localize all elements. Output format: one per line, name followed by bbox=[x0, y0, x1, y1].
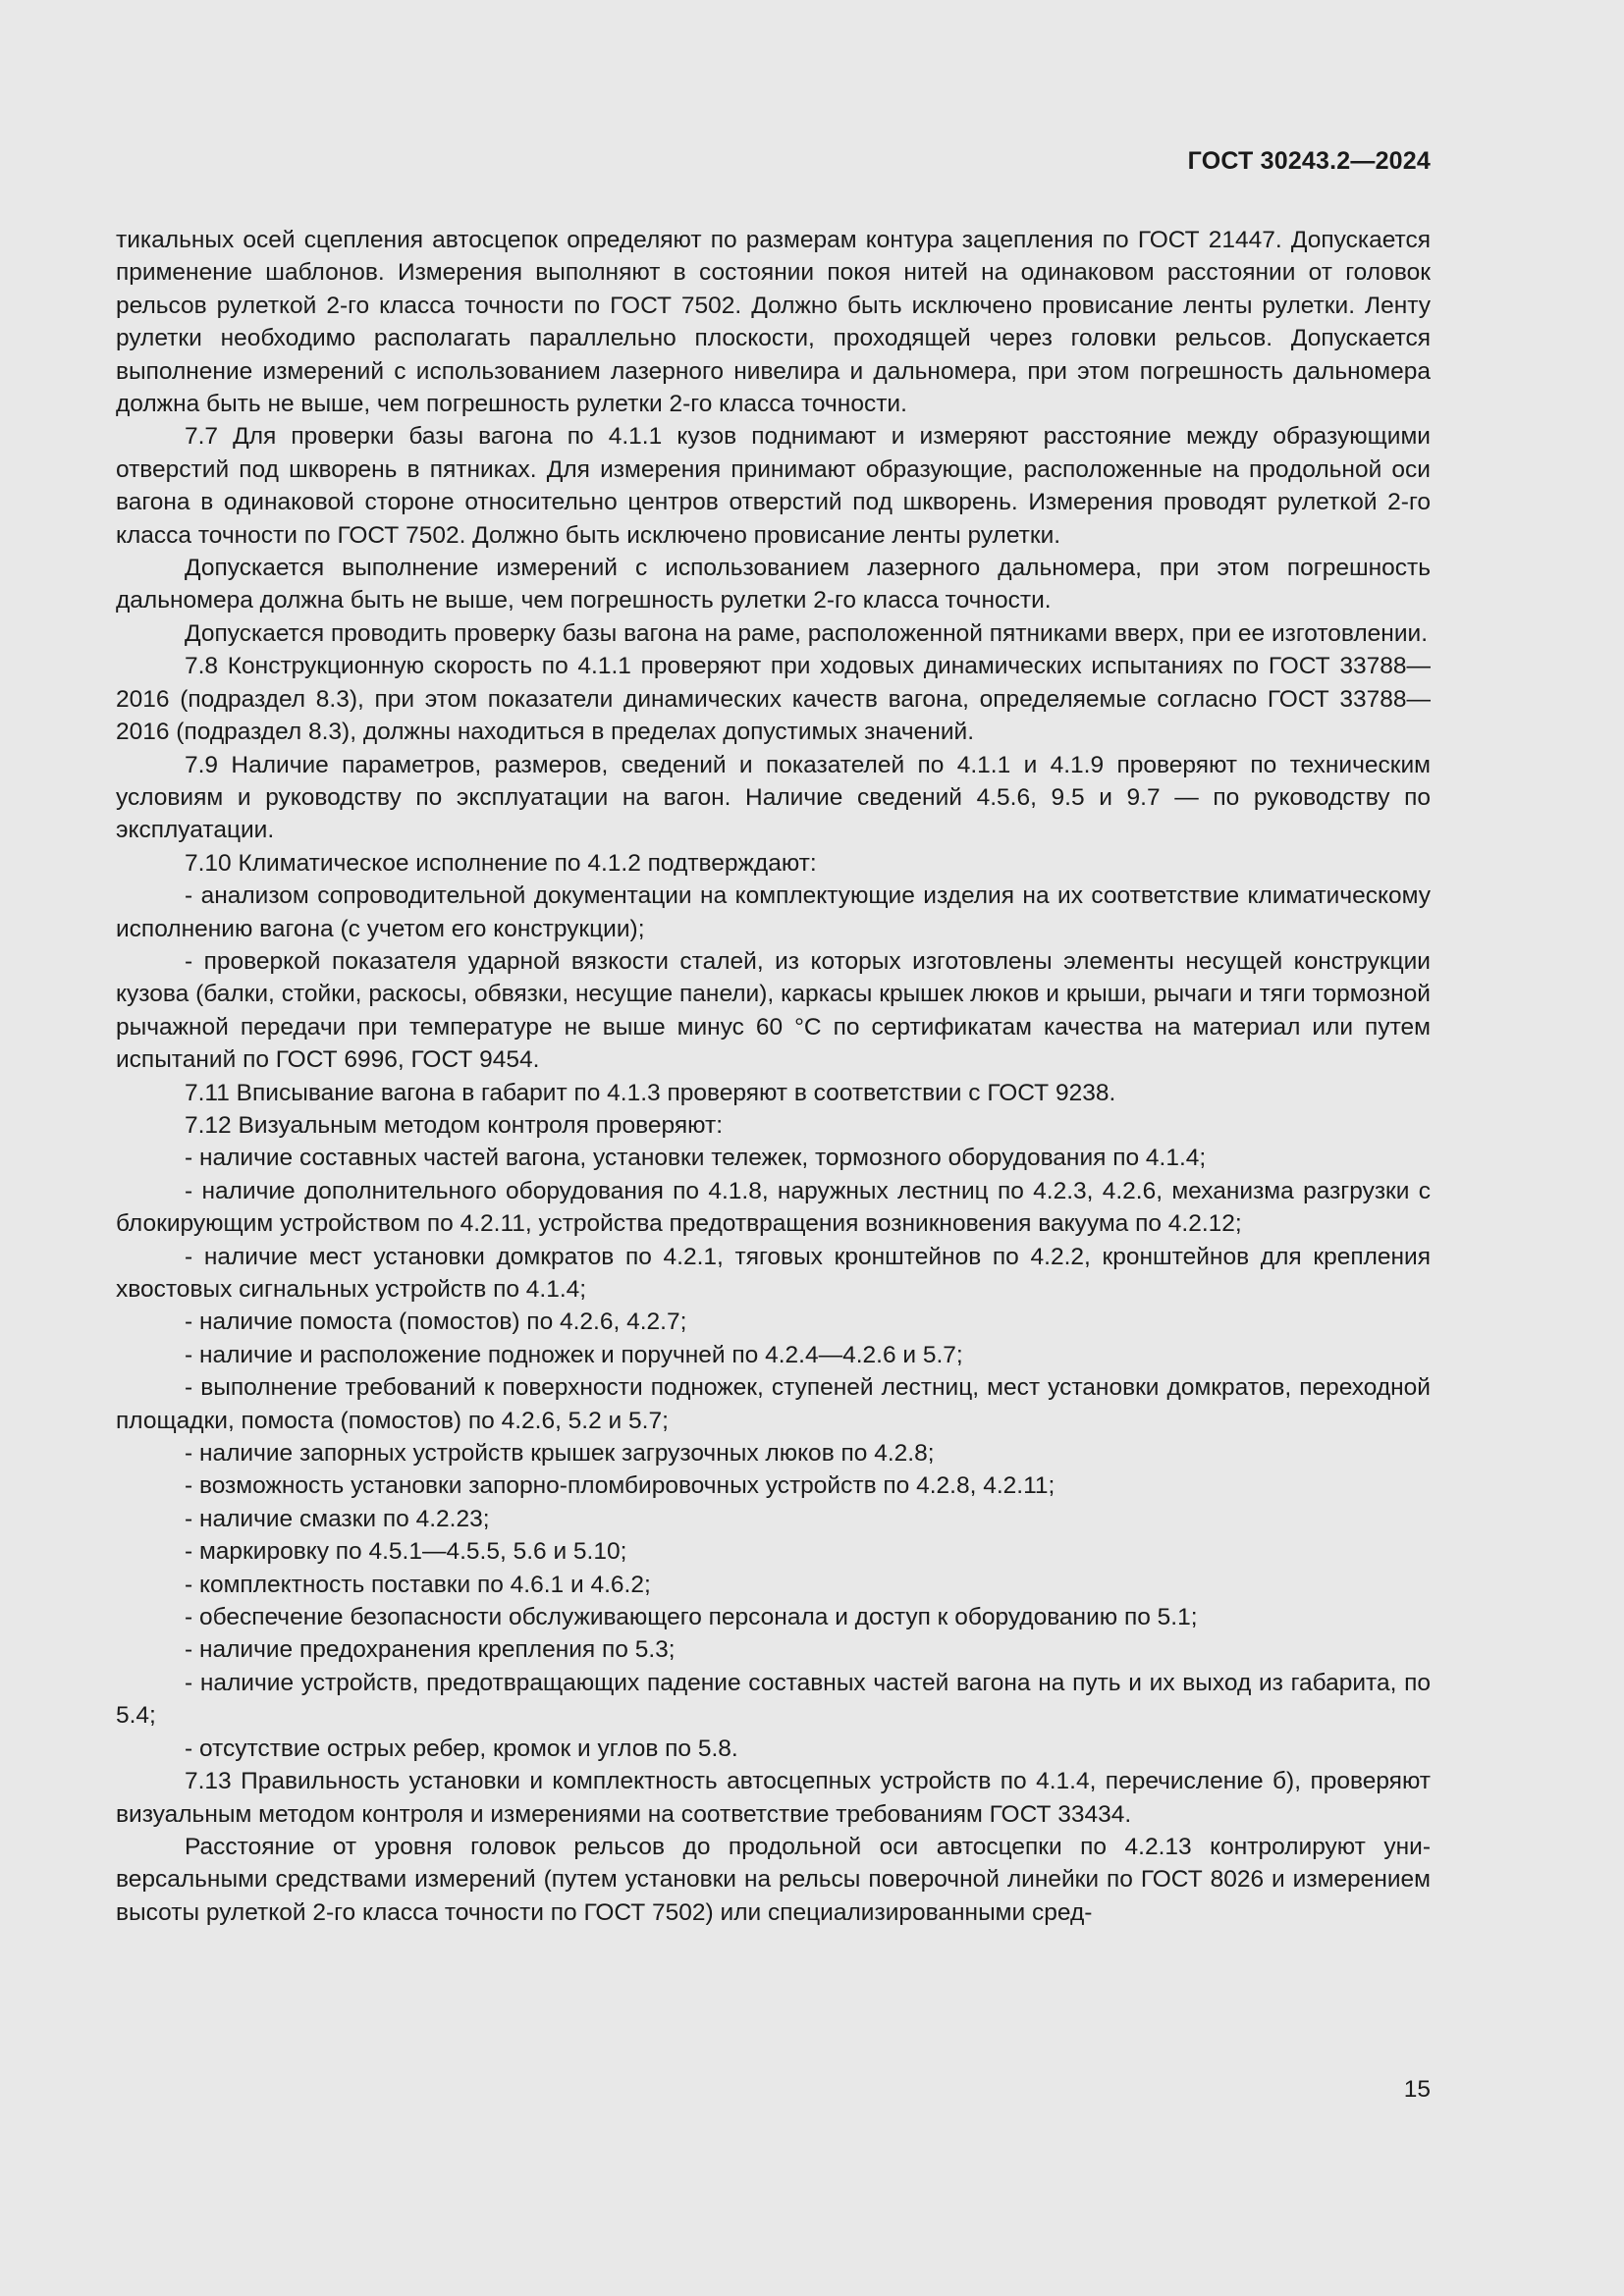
paragraph: - отсутствие острых ребер, кромок и углов по 5.8. bbox=[185, 1735, 738, 1762]
paragraph: - наличие запорных устройств крышек загрузочных люков по 4.2.8; bbox=[185, 1440, 935, 1468]
paragraph: тикальных осей сцепления автосцепок определяют по размерам контура зацепления по ГОСТ 21447. Допускается применение шаблонов. Измерения выполняют в состоянии покоя нитей на одинаковом расстоянии от головок рельсов рулеткой 2-го класса точности по ГОСТ 7502. Должно быть исключено провисание ленты рулетки. Ленту рулетки необходимо располагать параллельно плоскости, проходящей через головки рельсов. Допускается выполнение измерений с использованием лазерного нивелира и дальномера, при этом погрешность дальномера должна быть не выше, чем погрешность рулетки 2-го класса точности. bbox=[116, 227, 1431, 418]
page-number: 15 bbox=[1403, 2076, 1431, 2103]
paragraph: 7.10 Климатическое исполнение по 4.1.2 подтверждают: bbox=[185, 849, 817, 877]
paragraph: - наличие устройств, предотвращающих падение составных частей вагона на путь и их выход из габарита, по 5.4; bbox=[116, 1669, 1431, 1730]
paragraph: - проверкой показателя ударной вязкости сталей, из которых изготовлены элементы несущей конструкции кузова (балки, стойки, раскосы, обвязки, несущие панели), каркасы крышек люков и крыши, рычаги и тяги тормозной рычажной передачи при температуре не выше минус 60 °C по сертификатам качества на материал или путем испытаний по ГОСТ 6996, ГОСТ 9454. bbox=[116, 947, 1431, 1074]
paragraph: - наличие составных частей вагона, установки тележек, тормозного оборудования по 4.1.4; bbox=[185, 1145, 1207, 1172]
paragraph: 7.9 Наличие параметров, размеров, сведений и показателей по 4.1.1 и 4.1.9 проверяют по техническим условиям и руководству по эксплуатации на вагон. Наличие сведений 4.5.6, 9.5 и 9.7 — по руководству по эксплуатации. bbox=[116, 751, 1431, 844]
document-code-header: ГОСТ 30243.2—2024 bbox=[1187, 147, 1431, 175]
paragraph: - наличие смазки по 4.2.23; bbox=[185, 1505, 490, 1532]
paragraph: - выполнение требований к поверхности подножек, ступеней лестниц, мест установки домкратов, переходной площадки, помоста (помостов) по 4.2.6, 5.2 и 5.7; bbox=[116, 1374, 1431, 1434]
paragraph: 7.11 Вписывание вагона в габарит по 4.1.3 проверяют в соответствии с ГОСТ 9238. bbox=[185, 1079, 1116, 1106]
paragraph: - наличие мест установки домкратов по 4.2.1, тяговых кронштейнов по 4.2.2, кронштейнов для крепления хвостовых сигнальных устройств по 4.1.4; bbox=[116, 1243, 1431, 1303]
paragraph: 7.8 Конструкционную скорость по 4.1.1 проверяют при ходовых динамических испытаниях по ГОСТ 33788—2016 (подраздел 8.3), при этом показатели динамических качеств вагона, определяемые согласно ГОСТ 33788—2016 (подраздел 8.3), должны находиться в пределах допустимых значений. bbox=[116, 653, 1431, 746]
paragraph: 7.13 Правильность установки и комплектность автосцепных устройств по 4.1.4, перечисление б), проверяют визуальным методом контроля и измерениями на соответствие требованиям ГОСТ 33434. bbox=[116, 1768, 1431, 1828]
paragraph: 7.7 Для проверки базы вагона по 4.1.1 кузов поднимают и измеряют расстояние между образующими отверстий под шкворень в пятниках. Для измерения принимают образующие, расположенные на продольной оси вагона в одинаковой стороне относительно центров отверстий под шкворень. Измерения проводят рулеткой 2-го класса точности по ГОСТ 7502. Должно быть исключено провисание ленты рулетки. bbox=[116, 423, 1431, 549]
paragraph: - комплектность поставки по 4.6.1 и 4.6.2; bbox=[185, 1571, 651, 1598]
paragraph: - наличие дополнительного оборудования по 4.1.8, наружных лестниц по 4.2.3, 4.2.6, механизма разгрузки с блокирующим устройством по 4.2.11, устройства предотвращения возникновения вакуума по 4.2.12; bbox=[116, 1177, 1431, 1238]
paragraph: - наличие предохранения крепления по 5.3; bbox=[185, 1636, 676, 1664]
paragraph: Допускается выполнение измерений с использованием лазерного дальномера, при этом погрешность дальномера должна быть не выше, чем погрешность рулетки 2-го класса точности. bbox=[116, 555, 1431, 614]
paragraph: - обеспечение безопасности обслуживающего персонала и доступ к оборудованию по 5.1; bbox=[185, 1604, 1198, 1631]
paragraph: 7.12 Визуальным методом контроля проверяют: bbox=[185, 1111, 724, 1139]
paragraph: Допускается проводить проверку базы вагона на раме, расположенной пятниками вверх, при ее изготовлении. bbox=[185, 619, 1429, 647]
paragraph: - наличие и расположение подножек и поручней по 4.2.4—4.2.6 и 5.7; bbox=[185, 1341, 963, 1368]
paragraph: - анализом сопроводительной документации на комплектующие изделия на их соответствие климатическому исполнению вагона (с учетом его конструкции); bbox=[116, 882, 1431, 942]
paragraph: - маркировку по 4.5.1—4.5.5, 5.6 и 5.10; bbox=[185, 1538, 627, 1566]
document-body bbox=[116, 224, 1431, 1929]
paragraph: - наличие помоста (помостов) по 4.2.6, 4.2.7; bbox=[185, 1308, 687, 1336]
paragraph: Расстояние от уровня головок рельсов до продольной оси автосцепки по 4.2.13 контролируют универсальными средствами измерений (путем установки на рельсы поверочной линейки по ГОСТ 8026 и измерением высоты рулеткой 2-го класса точности по ГОСТ 7502) или специализированными сред- bbox=[116, 1833, 1431, 1926]
paragraph: - возможность установки запорно-пломбировочных устройств по 4.2.8, 4.2.11; bbox=[185, 1472, 1056, 1500]
